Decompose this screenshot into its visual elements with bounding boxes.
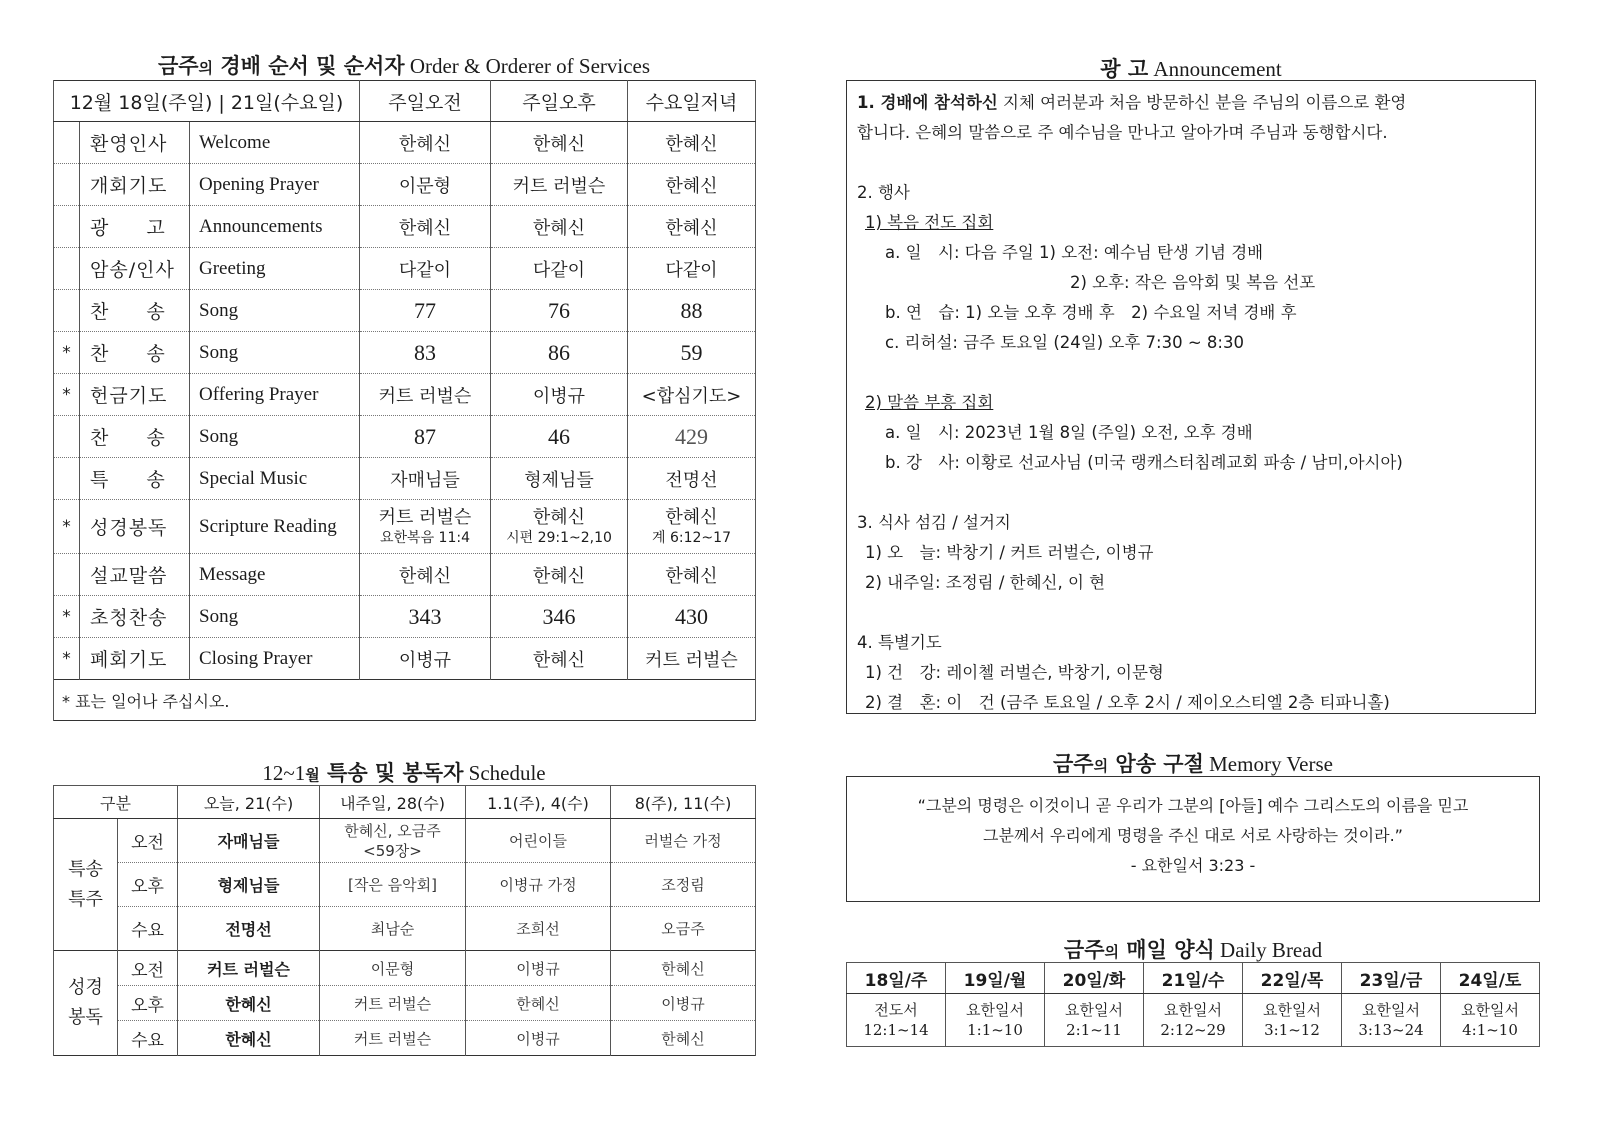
schedule-value: 형제님들 (178, 863, 320, 907)
hymn-number: 86 (491, 332, 628, 374)
stand-marker (54, 290, 80, 332)
schedule-header-date: 오늘, 21(수) (178, 786, 320, 819)
scripture-reference: 요한복음 11:4 (380, 529, 470, 546)
schedule-slot: 수요 (118, 1021, 178, 1056)
verse-line-2: 그분께서 우리에게 명령을 주신 대로 서로 사랑하는 것이라.” (983, 826, 1403, 845)
prayer-wedding: 2) 결 혼: 이 건 (금주 토요일 / 오후 2시 / 제이오스티엘 2층 티파니홀) (865, 693, 1390, 712)
schedule-value-multiline: 한혜신, 오금주 <59장> (320, 819, 466, 863)
schedule-header-date: 1.1(주), 4(수) (466, 786, 611, 819)
order-item-ko: 초청찬송 (80, 596, 190, 638)
daily-reading: 요한일서 4:1~10 (1441, 994, 1540, 1047)
order-value: 전명선 (628, 458, 756, 500)
reader-name: 커트 러벌슨 (378, 506, 472, 528)
stand-marker: * (54, 596, 80, 638)
stand-marker (54, 416, 80, 458)
announcement-item-2-title: 2. 행사 (857, 183, 910, 202)
order-item-en: Announcements (190, 206, 360, 248)
reader-name: 한혜신 (532, 506, 586, 528)
order-row-special-music (54, 458, 756, 500)
event-1-date-cont: 2) 오후: 작은 음악회 및 복음 선포 (1070, 273, 1316, 292)
column-header-sunday-morning: 주일오전 (360, 81, 491, 122)
schedule-value: 한혜신 (611, 951, 756, 986)
event-1-title: 1) 복음 전도 집회 (865, 213, 994, 232)
order-value: 이병규 (360, 638, 491, 680)
hymn-number: 430 (628, 596, 756, 638)
stand-marker: * (54, 500, 80, 554)
schedule-value: 자매님들 (178, 819, 320, 863)
order-item-ko: 찬 송 (80, 416, 190, 458)
order-value: 한혜신 (491, 554, 628, 596)
order-item-ko: 헌금기도 (80, 374, 190, 416)
column-header-wednesday-evening: 수요일저녁 (628, 81, 756, 122)
day-header: 23일/금 (1342, 963, 1441, 994)
day-header: 24일/토 (1441, 963, 1540, 994)
order-value: 한혜신 (491, 122, 628, 164)
schedule-header-category: 구분 (54, 786, 178, 819)
order-item-ko: 설교말씀 (80, 554, 190, 596)
prayer-health: 1) 건 강: 레이첼 러벌슨, 박창기, 이문형 (865, 663, 1164, 682)
verse-reference: - 요한일서 3:23 - (1130, 856, 1256, 875)
daily-reading: 요한일서 2:12~29 (1144, 994, 1243, 1047)
schedule-row (54, 951, 756, 986)
day-header: 19일/월 (946, 963, 1045, 994)
schedule-slot: 수요 (118, 907, 178, 951)
event-2-speaker: b. 강 사: 이황로 선교사님 (미국 랭캐스터침례교회 파송 / 남미,아시아) (885, 453, 1403, 472)
scripture-cell (628, 500, 756, 554)
verse-section-title: 금주의 암송 구절 Memory Verse (1053, 752, 1333, 776)
order-value: 자매님들 (360, 458, 491, 500)
schedule-value: 조정림 (611, 863, 756, 907)
order-row-announcements (54, 206, 756, 248)
schedule-row (54, 1021, 756, 1056)
order-item-en: Message (190, 554, 360, 596)
stand-footnote: * 표는 일어나 주십시오. (54, 680, 756, 721)
hymn-number: 83 (360, 332, 491, 374)
event-1-practice: b. 연 습: 1) 오늘 오후 경배 후 2) 수요일 저녁 경배 후 (885, 303, 1297, 322)
announcement-box (846, 80, 1536, 714)
order-value: 다같이 (628, 248, 756, 290)
order-value: 커트 러벌슨 (360, 374, 491, 416)
order-value: 다같이 (491, 248, 628, 290)
scripture-cell (491, 500, 628, 554)
announcement-item-4-title: 4. 특별기도 (857, 633, 942, 652)
order-of-service-table (53, 80, 756, 721)
reader-name: 한혜신 (665, 506, 718, 528)
stand-marker: * (54, 374, 80, 416)
order-value: <합심기도> (628, 374, 756, 416)
order-value: 한혜신 (628, 122, 756, 164)
hymn-number: 343 (360, 596, 491, 638)
hymn-number: 88 (628, 290, 756, 332)
announcement-item-3-title: 3. 식사 섬김 / 설거지 (857, 513, 1011, 532)
order-item-en: Scripture Reading (190, 500, 360, 554)
order-value: 커트 러벌슨 (628, 638, 756, 680)
column-header-sunday-afternoon: 주일오후 (491, 81, 628, 122)
order-item-ko: 개회기도 (80, 164, 190, 206)
daily-reading: 요한일서 2:1~11 (1045, 994, 1144, 1047)
daily-bread-days-row (847, 963, 1540, 994)
daily-reading: 요한일서 3:1~12 (1243, 994, 1342, 1047)
scripture-cell (360, 500, 491, 554)
order-row-song-3 (54, 416, 756, 458)
order-value: 형제님들 (491, 458, 628, 500)
meal-service-next-week: 2) 내주일: 조정림 / 한혜신, 이 현 (865, 573, 1106, 592)
order-item-en: Song (190, 290, 360, 332)
hymn-number: 76 (491, 290, 628, 332)
schedule-slot: 오후 (118, 986, 178, 1021)
order-row-welcome (54, 122, 756, 164)
day-header: 21일/수 (1144, 963, 1243, 994)
order-row-closing-prayer (54, 638, 756, 680)
schedule-row (54, 819, 756, 863)
order-row-invitation-song (54, 596, 756, 638)
order-value: 커트 러벌슨 (491, 164, 628, 206)
event-1-date: a. 일 시: 다음 주일 1) 오전: 예수님 탄생 기념 경배 (885, 243, 1264, 262)
order-item-en: Song (190, 332, 360, 374)
hymn-number: 77 (360, 290, 491, 332)
order-value: 한혜신 (628, 206, 756, 248)
daily-reading: 전도서 12:1~14 (847, 994, 946, 1047)
schedule-value: 커트 러벌슨 (320, 986, 466, 1021)
order-item-en: Opening Prayer (190, 164, 360, 206)
event-2-date: a. 일 시: 2023년 1월 8일 (주일) 오전, 오후 경배 (885, 423, 1253, 442)
daily-reading: 요한일서 1:1~10 (946, 994, 1045, 1047)
service-date-label: 12월 18일(주일) | 21일(수요일) (54, 81, 360, 122)
order-value: 한혜신 (360, 122, 491, 164)
day-header: 22일/목 (1243, 963, 1342, 994)
day-header: 20일/화 (1045, 963, 1144, 994)
order-item-en: Song (190, 416, 360, 458)
schedule-value: 커트 러벌슨 (320, 1021, 466, 1056)
order-row-message (54, 554, 756, 596)
stand-marker (54, 458, 80, 500)
daily-reading: 요한일서 3:13~24 (1342, 994, 1441, 1047)
scripture-reference: 계 6:12~17 (652, 529, 731, 546)
order-item-ko: 광 고 (80, 206, 190, 248)
schedule-group-special-music: 특송 특주 (54, 819, 118, 951)
order-item-en: Special Music (190, 458, 360, 500)
order-value: 한혜신 (628, 554, 756, 596)
stand-marker (54, 248, 80, 290)
event-1-rehearsal: c. 리허설: 금주 토요일 (24일) 오후 7:30 ~ 8:30 (885, 333, 1244, 352)
schedule-value: 러벌슨 가정 (611, 819, 756, 863)
verse-line-1: “그분의 명령은 이것이니 곧 우리가 그분의 [아들] 예수 그리스도의 이름을 믿고 (917, 796, 1469, 815)
order-value: 이문형 (360, 164, 491, 206)
stand-marker: * (54, 332, 80, 374)
order-value: 한혜신 (628, 164, 756, 206)
order-value: 한혜신 (491, 638, 628, 680)
schedule-row (54, 907, 756, 951)
meal-service-today: 1) 오 늘: 박창기 / 커트 러벌슨, 이병규 (865, 543, 1154, 562)
order-item-ko: 암송/인사 (80, 248, 190, 290)
schedule-slot: 오전 (118, 951, 178, 986)
daily-bread-section-title: 금주의 매일 양식 Daily Bread (1063, 938, 1323, 962)
schedule-value: 오금주 (611, 907, 756, 951)
schedule-header-date: 8(주), 11(수) (611, 786, 756, 819)
schedule-value: 한혜신 (178, 986, 320, 1021)
order-row-opening-prayer (54, 164, 756, 206)
stand-marker (54, 164, 80, 206)
hymn-number: 87 (360, 416, 491, 458)
schedule-value: 한혜신 (611, 1021, 756, 1056)
scripture-reference: 시편 29:1~2,10 (506, 529, 612, 546)
hymn-number: 46 (491, 416, 628, 458)
schedule-value: 한혜신 (178, 1021, 320, 1056)
order-item-ko: 찬 송 (80, 332, 190, 374)
day-header: 18일/주 (847, 963, 946, 994)
order-item-en: Greeting (190, 248, 360, 290)
stand-marker: * (54, 638, 80, 680)
daily-bread-table (846, 962, 1540, 1047)
schedule-section-title: 12~1월 특송 및 봉독자 Schedule (262, 761, 546, 785)
hymn-number: 429 (628, 416, 756, 458)
order-section-title: 금주의 경배 순서 및 순서자 Order & Orderer of Services (157, 54, 651, 78)
schedule-value: 이병규 (611, 986, 756, 1021)
order-table-header (54, 81, 756, 122)
schedule-value: 한혜신 (466, 986, 611, 1021)
order-item-ko: 성경봉독 (80, 500, 190, 554)
schedule-value: 커트 러벌슨 (178, 951, 320, 986)
announcement-item-1: 1. 경배에 참석하신 지체 여러분과 처음 방문하신 분을 주님의 이름으로 환영 (857, 93, 1407, 112)
hymn-number: 346 (491, 596, 628, 638)
order-table-footnote-row (54, 680, 756, 721)
schedule-value: 이병규 가정 (466, 863, 611, 907)
schedule-header (54, 786, 756, 819)
order-item-ko: 폐회기도 (80, 638, 190, 680)
schedule-value: 이병규 (466, 1021, 611, 1056)
announcement-item-1-cont: 합니다. 은혜의 말씀으로 주 예수님을 만나고 알아가며 주님과 동행합시다. (857, 123, 1388, 142)
schedule-slot: 오후 (118, 863, 178, 907)
order-item-ko: 찬 송 (80, 290, 190, 332)
order-row-song-1 (54, 290, 756, 332)
order-item-ko: 특 송 (80, 458, 190, 500)
daily-bread-readings-row (847, 994, 1540, 1047)
stand-marker (54, 206, 80, 248)
order-item-en: Offering Prayer (190, 374, 360, 416)
order-value: 한혜신 (360, 554, 491, 596)
schedule-value: 최남순 (320, 907, 466, 951)
schedule-group-scripture-reading: 성경 봉독 (54, 951, 118, 1056)
memory-verse-box (846, 776, 1540, 902)
schedule-value: 조희선 (466, 907, 611, 951)
schedule-table (53, 785, 756, 1056)
schedule-row (54, 986, 756, 1021)
schedule-value: 어린이들 (466, 819, 611, 863)
order-row-offering-prayer (54, 374, 756, 416)
order-value: 한혜신 (491, 206, 628, 248)
schedule-value: 이병규 (466, 951, 611, 986)
announcement-section-title: 광 고 Announcement (1100, 57, 1282, 81)
order-row-greeting (54, 248, 756, 290)
stand-marker (54, 122, 80, 164)
order-item-en: Closing Prayer (190, 638, 360, 680)
order-item-ko: 환영인사 (80, 122, 190, 164)
schedule-row (54, 863, 756, 907)
schedule-slot: 오전 (118, 819, 178, 863)
order-item-en: Welcome (190, 122, 360, 164)
order-row-song-2 (54, 332, 756, 374)
order-row-scripture-reading (54, 500, 756, 554)
order-item-en: Song (190, 596, 360, 638)
order-value: 다같이 (360, 248, 491, 290)
order-value: 이병규 (491, 374, 628, 416)
stand-marker (54, 554, 80, 596)
hymn-number: 59 (628, 332, 756, 374)
schedule-value: 이문형 (320, 951, 466, 986)
order-value: 한혜신 (360, 206, 491, 248)
schedule-value: [작은 음악회] (320, 863, 466, 907)
schedule-header-date: 내주일, 28(수) (320, 786, 466, 819)
schedule-value: 전명선 (178, 907, 320, 951)
event-2-title: 2) 말씀 부흥 집회 (865, 393, 994, 412)
